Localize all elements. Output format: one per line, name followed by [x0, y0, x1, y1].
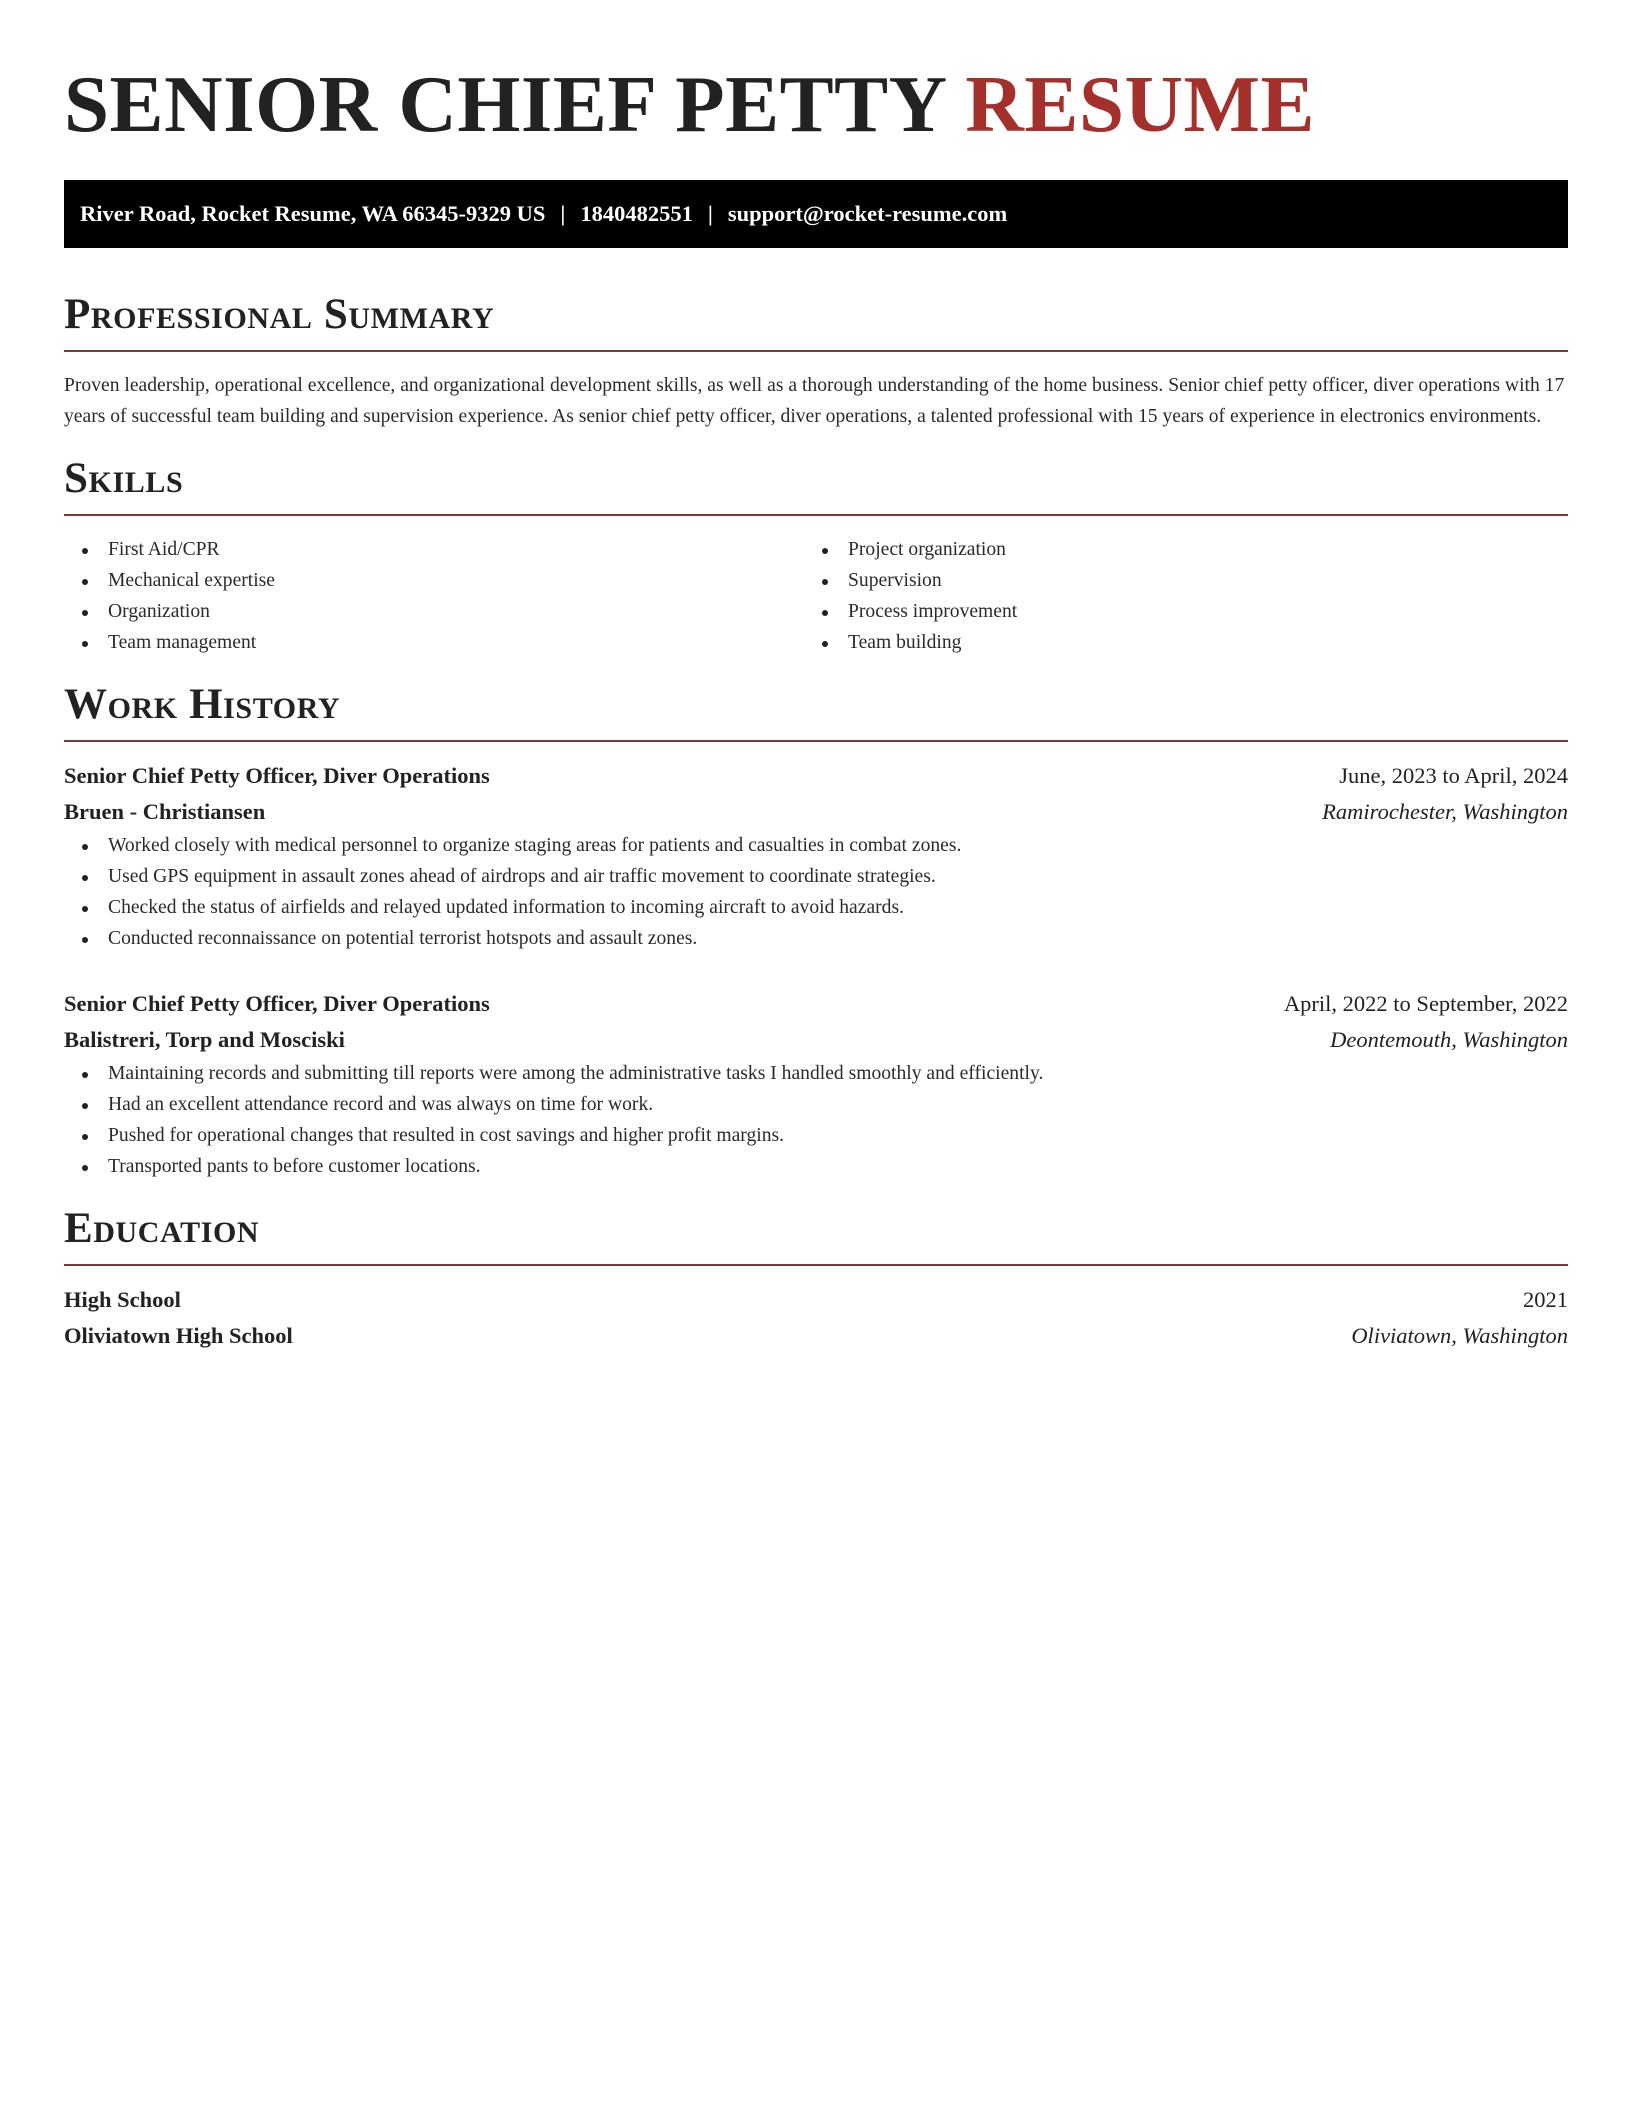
job-duty-item: Worked closely with medical personnel to organize staging areas for patients and casualties in combat zones. [64, 830, 1568, 861]
job-company-row [64, 1022, 1568, 1058]
contact-phone: 1840482551 [580, 201, 693, 226]
job-company: Bruen - Christiansen [64, 799, 266, 824]
contact-bar [64, 180, 1568, 248]
work-heading: Work History [64, 681, 341, 728]
job-header-row [64, 758, 1568, 794]
job-duty-item: Used GPS equipment in assault zones ahead of airdrops and air traffic movement to coordinate strategies. [64, 861, 1568, 892]
job-location: Ramirochester, Washington [1322, 799, 1568, 824]
skill-item: Organization [64, 596, 804, 627]
job-duty-item: Conducted reconnaissance on potential terrorist hotspots and assault zones. [64, 923, 1568, 954]
work-section [64, 680, 1568, 1182]
job-duty-item: Maintaining records and submitting till reports were among the administrative tasks I handled smoothly and efficiently. [64, 1058, 1568, 1089]
job-duties-list [64, 1058, 1568, 1182]
skill-item: Project organization [804, 534, 1544, 565]
section-divider [64, 1264, 1568, 1266]
education-year: 2021 [1523, 1287, 1568, 1312]
job-company-row [64, 794, 1568, 830]
resume-title [64, 0, 1568, 152]
job-entry [64, 986, 1568, 1182]
education-school-row [64, 1318, 1568, 1354]
job-title: Senior Chief Petty Officer, Diver Operations [64, 991, 490, 1016]
education-section [64, 1204, 1568, 1354]
summary-section [64, 290, 1568, 432]
section-divider [64, 740, 1568, 742]
education-entry [64, 1282, 1568, 1354]
title-main: SENIOR CHIEF PETTY [64, 59, 945, 149]
education-location: Oliviatown, Washington [1351, 1323, 1568, 1348]
skills-section [64, 454, 1568, 658]
skills-grid [64, 534, 1568, 658]
education-header-row [64, 1282, 1568, 1318]
contact-separator: | [707, 201, 713, 226]
contact-address: River Road, Rocket Resume, WA 66345-9329 US [80, 201, 546, 226]
contact-separator: | [560, 201, 566, 226]
education-heading: Education [64, 1205, 260, 1252]
job-dates: April, 2022 to September, 2022 [1283, 991, 1568, 1016]
job-duty-item: Had an excellent attendance record and was always on time for work. [64, 1089, 1568, 1120]
skills-list-left [64, 534, 804, 658]
skill-item: Team management [64, 627, 804, 658]
summary-heading: Professional Summary [64, 291, 495, 338]
title-accent: RESUME [965, 59, 1315, 149]
job-dates: June, 2023 to April, 2024 [1339, 763, 1568, 788]
job-duty-item: Transported pants to before customer locations. [64, 1151, 1568, 1182]
job-company: Balistreri, Torp and Mosciski [64, 1027, 345, 1052]
job-location: Deontemouth, Washington [1330, 1027, 1568, 1052]
education-school: Oliviatown High School [64, 1323, 293, 1348]
skill-item: First Aid/CPR [64, 534, 804, 565]
skill-item: Team building [804, 627, 1544, 658]
skills-list-right [804, 534, 1544, 658]
job-duties-list [64, 830, 1568, 954]
skills-heading: Skills [64, 455, 184, 502]
job-entry [64, 758, 1568, 954]
summary-text: Proven leadership, operational excellence, and organizational development skills, as well as a thorough understanding of the home business. Senior chief petty officer, diver operations with 17 years of successful team building and supervision experience. As senior chief petty officer, diver operations, a talented professional with 15 years of experience in electronics environments. [64, 375, 1565, 427]
job-title: Senior Chief Petty Officer, Diver Operations [64, 763, 490, 788]
skill-item: Supervision [804, 565, 1544, 596]
education-degree: High School [64, 1287, 181, 1312]
job-header-row [64, 986, 1568, 1022]
section-divider [64, 350, 1568, 352]
contact-email: support@rocket-resume.com [727, 201, 1008, 226]
job-duty-item: Pushed for operational changes that resulted in cost savings and higher profit margins. [64, 1120, 1568, 1151]
job-duty-item: Checked the status of airfields and relayed updated information to incoming aircraft to avoid hazards. [64, 892, 1568, 923]
skill-item: Process improvement [804, 596, 1544, 627]
skill-item: Mechanical expertise [64, 565, 804, 596]
section-divider [64, 514, 1568, 516]
